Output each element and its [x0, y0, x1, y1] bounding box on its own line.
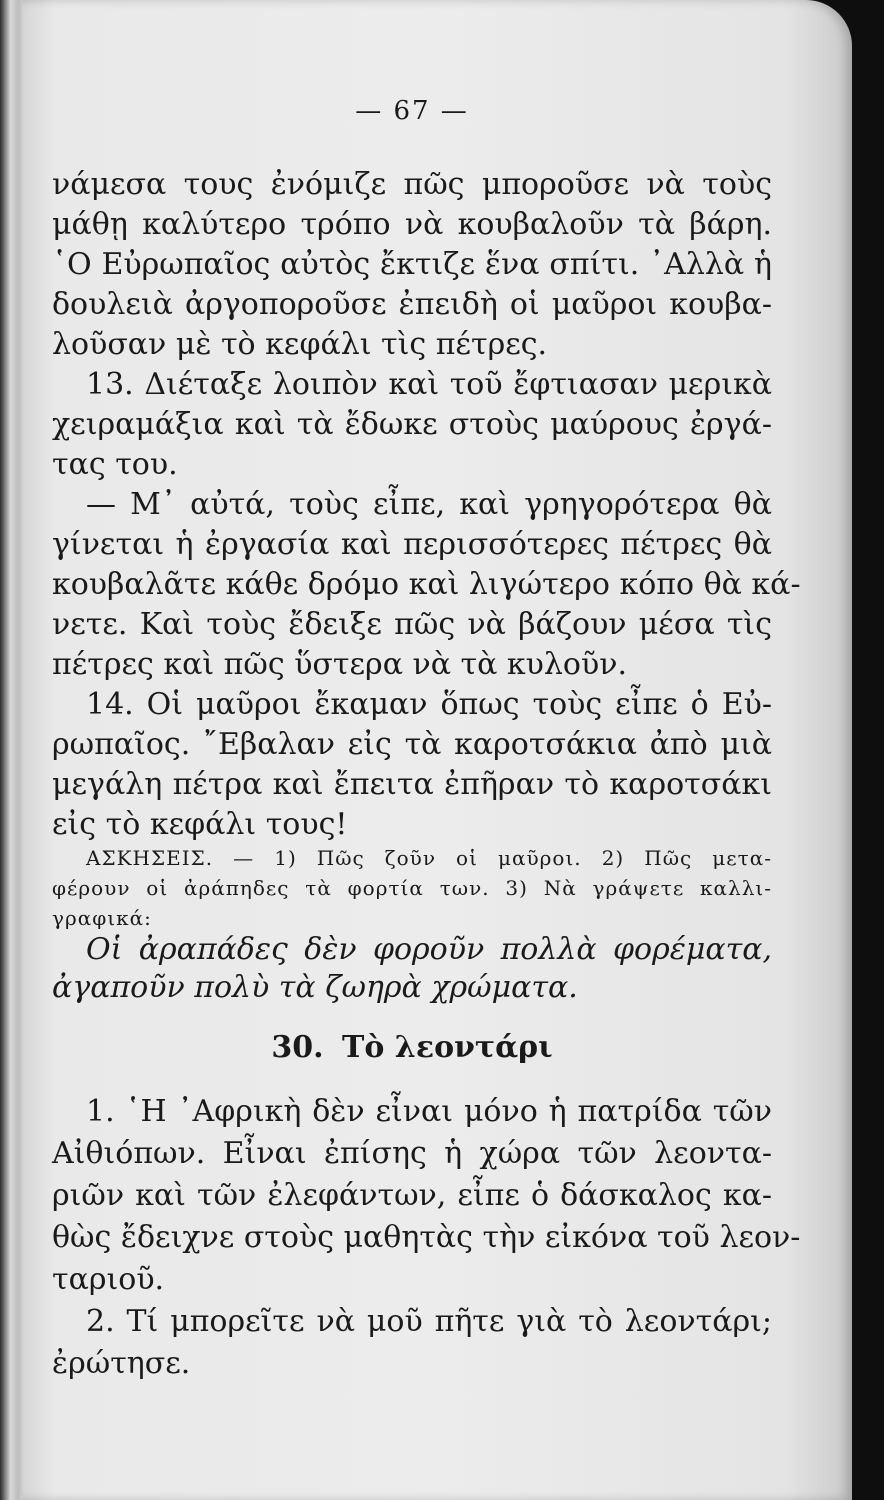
- text-line: κουβαλᾶτε κάθε δρόμο καὶ λιγώτερο κόπο θὰ κά-: [52, 567, 801, 602]
- section-heading: [52, 1030, 772, 1065]
- text-line: λοῦσαν μὲ τὸ κεφάλι τὶς πέτρες.: [52, 327, 548, 362]
- text-line: μάθῃ καλύτερο τρόπο νὰ κουβαλοῦν τὰ βάρη.: [52, 207, 772, 242]
- section-number: 30.: [271, 1030, 324, 1065]
- text-line: 14. Οἱ μαῦροι ἔκαμαν ὅπως τοὺς εἶπε ὁ Εὐ-: [86, 687, 772, 722]
- exercises-line: φέρουν οἱ ἀράπηδες τὰ φορτία των. 3) Νὰ γράψετε καλλι-: [52, 876, 772, 900]
- text-line: χειραμάξια καὶ τὰ ἔδωκε στοὺς μαύρους ἐργά-: [52, 407, 772, 442]
- text-line: γίνεται ἡ ἐργασία καὶ περισσότερες πέτρες θὰ: [52, 527, 772, 562]
- text-line: Αἰθιόπων. Εἶναι ἐπίσης ἡ χώρα τῶν λεοντα-: [52, 1136, 772, 1171]
- text-line: ριῶν καὶ τῶν ἐλεφάντων, εἶπε ὁ δάσκαλος κα-: [52, 1178, 772, 1213]
- text-line: μεγάλη πέτρα καὶ ἔπειτα ἐπῆραν τὸ καροτσάκι: [52, 767, 772, 802]
- text-line: 2. Τί μπορεῖτε νὰ μοῦ πῆτε γιὰ τὸ λεοντάρι;: [86, 1304, 772, 1339]
- text-line: ῾Ο Εὐρωπαῖος αὐτὸς ἔκτιζε ἕνα σπίτι. ᾿Αλλὰ ἡ: [52, 247, 772, 282]
- text-line: ἐρώτησε.: [52, 1346, 191, 1381]
- text-line: ταριοῦ.: [52, 1262, 165, 1297]
- exercises-line: γραφικά:: [52, 906, 152, 930]
- exercises-line: ΑΣΚΗΣΕΙΣ. — 1) Πῶς ζοῦν οἱ μαῦροι. 2) Πῶς μετα-: [86, 846, 772, 870]
- text-line: νάμεσα τους ἐνόμιζε πῶς μποροῦσε νὰ τοὺς: [52, 167, 772, 202]
- text-line: θὼς ἔδειχνε στοὺς μαθητὰς τὴν εἰκόνα τοῦ λεον-: [52, 1220, 801, 1255]
- page-number: — 67 —: [355, 96, 469, 126]
- text-line: τας του.: [52, 447, 178, 482]
- text-line: ρωπαῖος. ῎Εβαλαν εἰς τὰ καροτσάκια ἀπὸ μιὰ: [52, 727, 772, 762]
- section-title: Τὸ λεοντάρι: [342, 1030, 553, 1065]
- text-line: νετε. Καὶ τοὺς ἔδειξε πῶς νὰ βάζουν μέσα τὶς: [52, 607, 772, 642]
- text-line: 13. Διέταξε λοιπὸν καὶ τοῦ ἔφτιασαν μερικὰ: [86, 367, 772, 402]
- calligraphy-line: Οἱ ἀραπάδες δὲν φοροῦν πολλὰ φορέματα,: [86, 932, 772, 967]
- text-line: εἰς τὸ κεφάλι τους!: [52, 807, 348, 842]
- text-line: δουλειὰ ἀργοποροῦσε ἐπειδὴ οἱ μαῦροι κουβα-: [52, 287, 772, 322]
- text-line: πέτρες καὶ πῶς ὕστερα νὰ τὰ κυλοῦν.: [52, 647, 627, 682]
- text-line: — Μ᾿ αὐτά, τοὺς εἶπε, καὶ γρηγορότερα θὰ: [86, 487, 772, 522]
- calligraphy-line: ἀγαποῦν πολὺ τὰ ζωηρὰ χρώματα.: [52, 970, 578, 1005]
- page-sheet: [22, 0, 852, 1500]
- text-line: 1. ῾Η ᾿Αφρικὴ δὲν εἶναι μόνο ἡ πατρίδα τῶν: [86, 1094, 772, 1129]
